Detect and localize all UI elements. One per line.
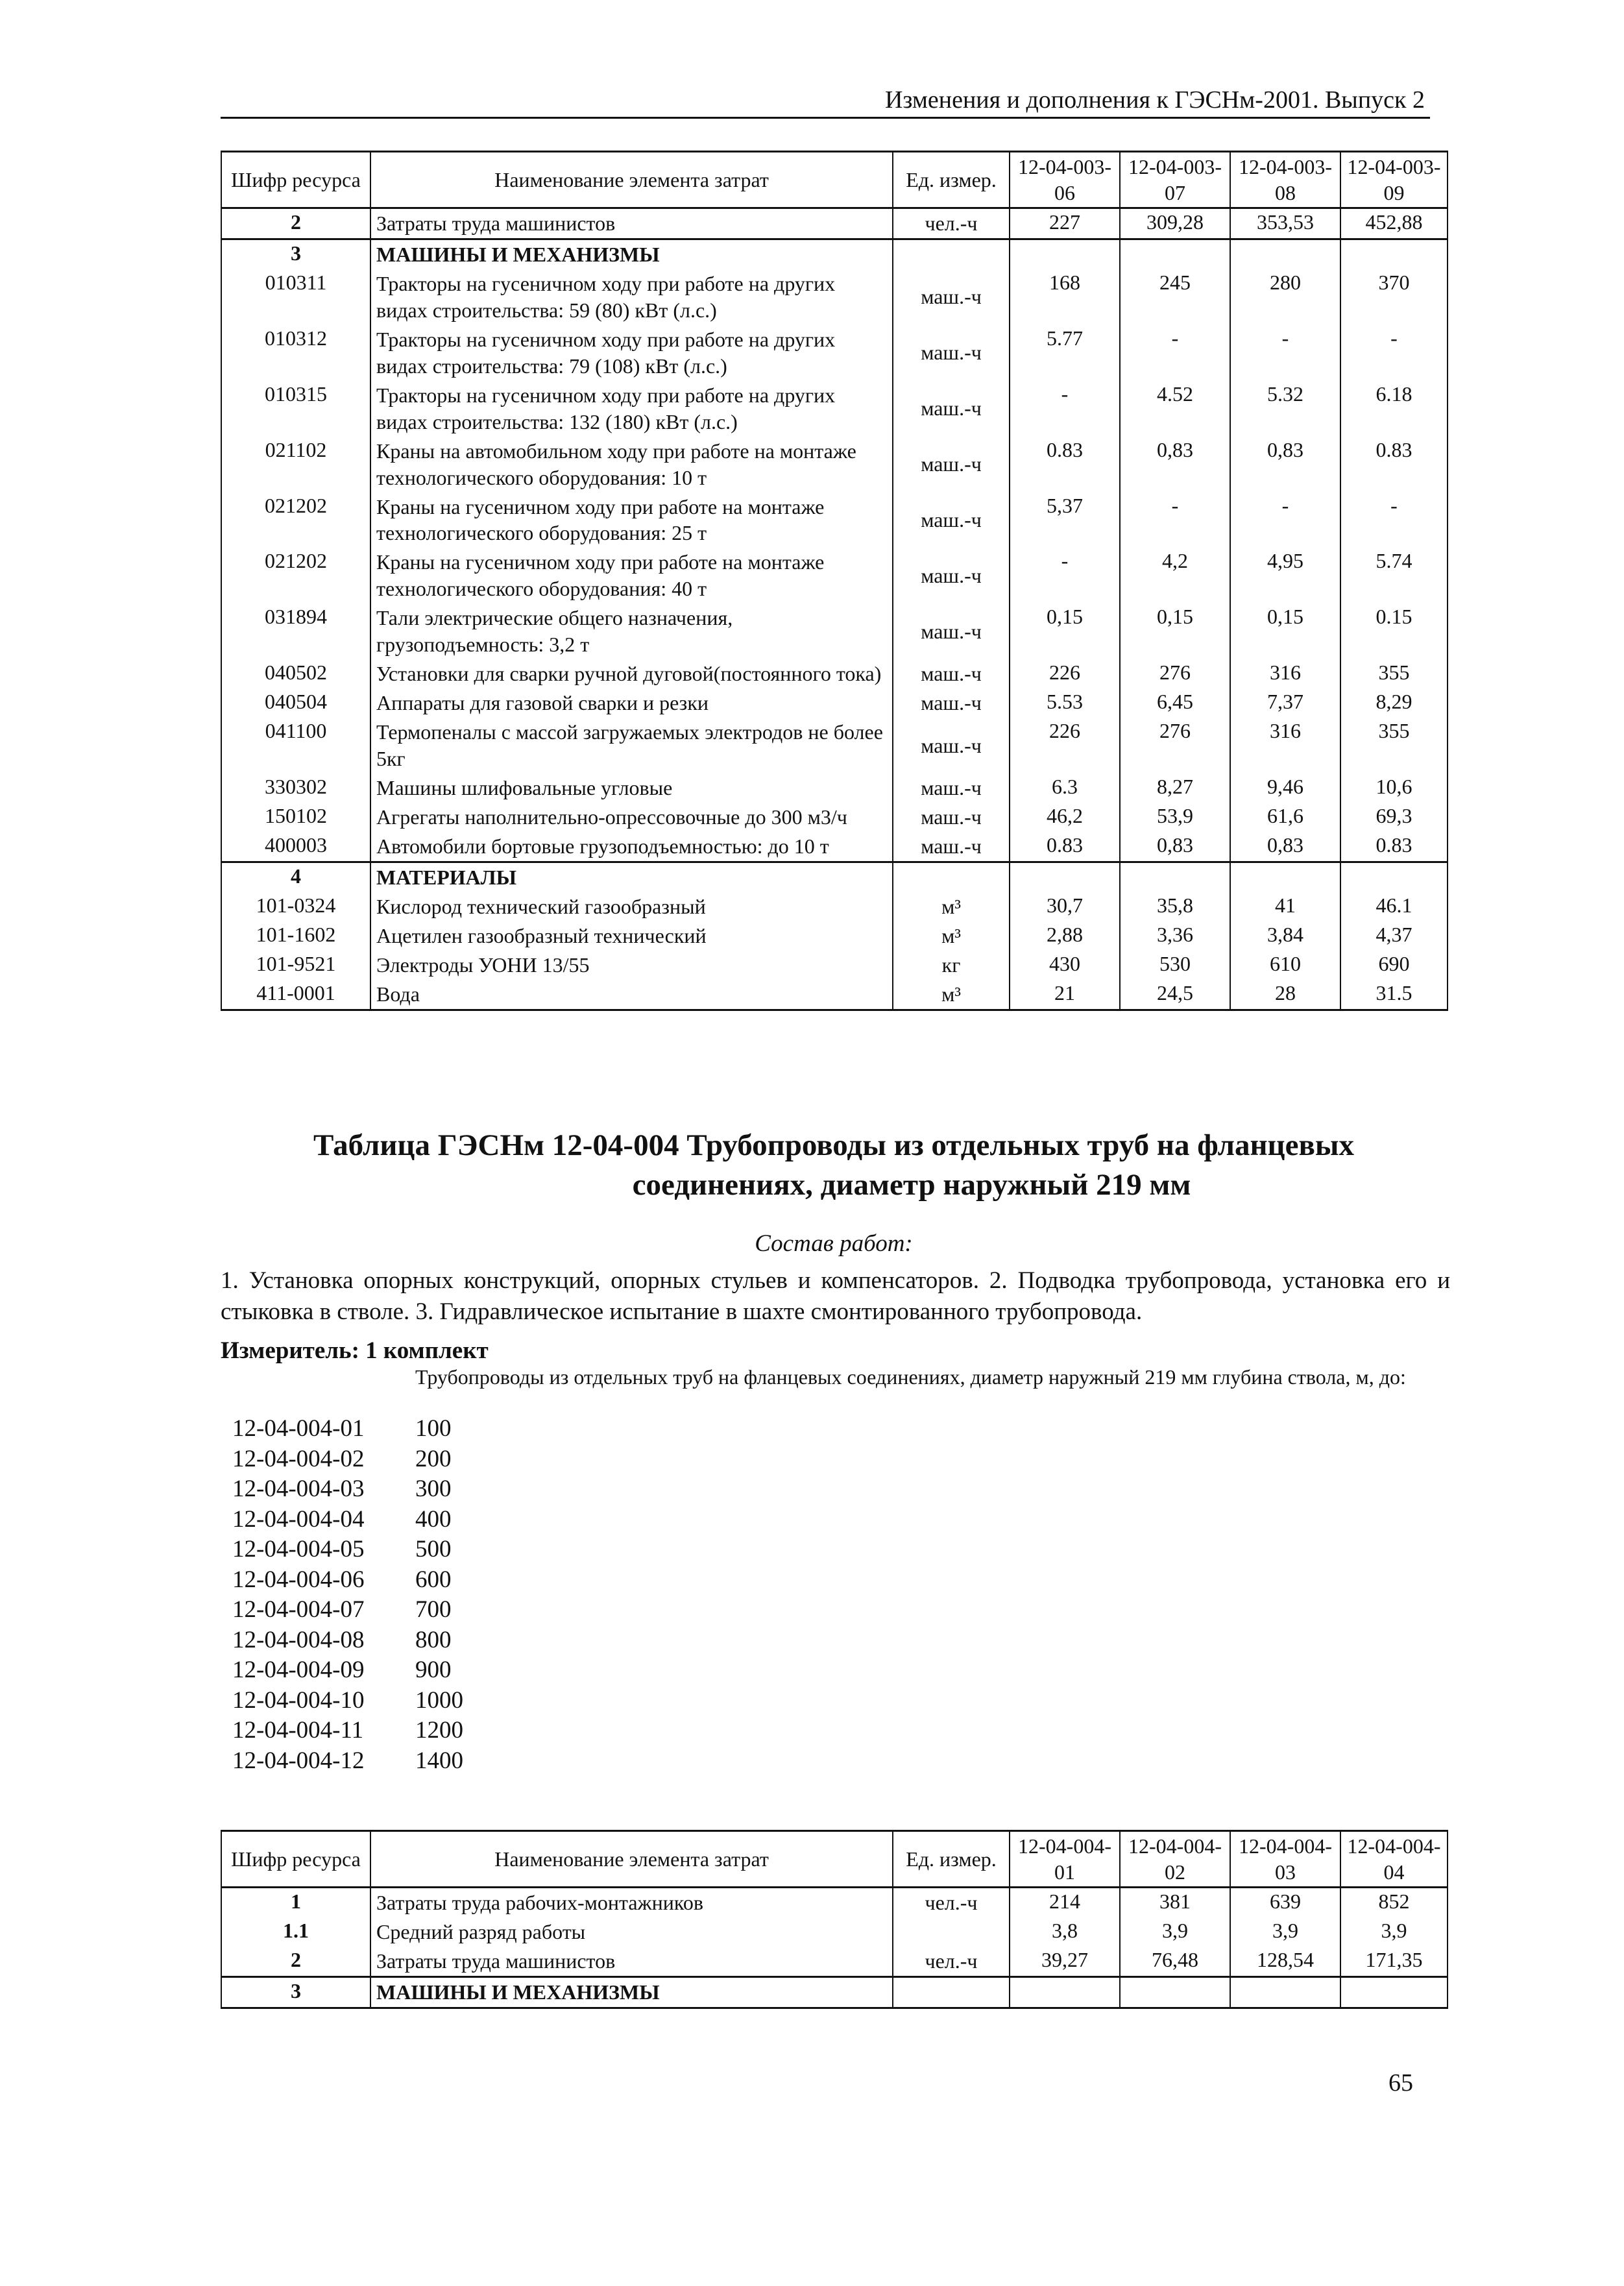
value-cell (1120, 239, 1230, 269)
cost-element-name: Краны на гусеничном ходу при работе на монтаже технологического оборудования: 25 т (370, 492, 893, 548)
resource-code: 411-0001 (221, 980, 370, 1010)
depth-value: 100 (415, 1415, 452, 1442)
composition-heading: Состав работ: (755, 1230, 913, 1257)
value-cell: 30,7 (1010, 892, 1120, 921)
value-cell: 3,9 (1340, 1917, 1448, 1947)
value-cell (1120, 1976, 1230, 2008)
value-cell: 381 (1120, 1888, 1230, 1917)
value-cell: 452,88 (1340, 208, 1448, 239)
value-cell: 21 (1010, 980, 1120, 1010)
norm-code: 12-04-004-10 (232, 1686, 365, 1714)
unit-cell: чел.-ч (893, 208, 1010, 239)
value-cell (1230, 862, 1340, 892)
resource-code: 400003 (221, 832, 370, 862)
table-title-line1: Таблица ГЭСНм 12-04-004 Трубопроводы из отдельных труб на фланцевых (313, 1128, 1355, 1162)
value-cell: 0,15 (1010, 603, 1120, 659)
resource-code: 010311 (221, 269, 370, 325)
value-cell: 245 (1120, 269, 1230, 325)
table-row (221, 1976, 1448, 2008)
value-cell: 316 (1230, 718, 1340, 773)
value-cell: 276 (1120, 659, 1230, 688)
norm-code: 12-04-004-04 (232, 1505, 365, 1533)
resource-code: 101-9521 (221, 951, 370, 980)
value-cell: 5.74 (1340, 548, 1448, 603)
value-cell: 852 (1340, 1888, 1448, 1917)
value-cell: 0,83 (1230, 437, 1340, 492)
table-row (221, 548, 1448, 603)
unit-cell: маш.-ч (893, 437, 1010, 492)
value-cell: 76,48 (1120, 1947, 1230, 1976)
resource-code: 2 (221, 1947, 370, 1976)
value-cell: 4,95 (1230, 548, 1340, 603)
header-unit: Ед. измер. (893, 1831, 1010, 1888)
value-cell (1010, 1976, 1120, 2008)
value-cell: 5.32 (1230, 381, 1340, 437)
meter-label: Измеритель: 1 комплект (221, 1337, 489, 1364)
norm-code: 12-04-004-03 (232, 1476, 365, 1502)
unit-cell: чел.-ч (893, 1888, 1010, 1917)
norm-code: 12-04-004-05 (232, 1536, 365, 1563)
header-name: Наименование элемента затрат (370, 152, 893, 208)
resource-code: 3 (221, 1976, 370, 2008)
table-row (221, 437, 1448, 492)
cost-element-name: Ацетилен газообразный технический (370, 921, 893, 951)
value-cell: 168 (1010, 269, 1120, 325)
value-cell: 4.52 (1120, 381, 1230, 437)
table-row (221, 1917, 1448, 1947)
norm-code: 12-04-004-07 (232, 1596, 365, 1623)
value-cell: 226 (1010, 659, 1120, 688)
value-cell: 8,27 (1120, 773, 1230, 803)
value-cell: 3,8 (1010, 1917, 1120, 1947)
table-row (221, 1888, 1448, 1917)
unit-cell: кг (893, 951, 1010, 980)
code-list (232, 1415, 463, 1777)
value-cell: 6,45 (1120, 688, 1230, 718)
list-item (232, 1626, 463, 1657)
value-cell: 226 (1010, 718, 1120, 773)
value-cell: 0.83 (1010, 832, 1120, 862)
table-row (221, 381, 1448, 437)
value-cell: 280 (1230, 269, 1340, 325)
resource-code: 021202 (221, 548, 370, 603)
value-cell: 639 (1230, 1888, 1340, 1917)
cost-element-name: Затраты труда машинистов (370, 1947, 893, 1976)
header-name: Наименование элемента затрат (370, 1831, 893, 1888)
cost-element-name: МАШИНЫ И МЕХАНИЗМЫ (370, 1976, 893, 2008)
value-cell: 690 (1340, 951, 1448, 980)
list-item (232, 1535, 463, 1566)
table-row (221, 892, 1448, 921)
list-item (232, 1686, 463, 1717)
depth-value: 500 (415, 1536, 452, 1563)
value-cell: 3,9 (1230, 1917, 1340, 1947)
table-row (221, 773, 1448, 803)
value-cell: 8,29 (1340, 688, 1448, 718)
value-cell: 4,2 (1120, 548, 1230, 603)
header-col: 12-04-003-09 (1340, 152, 1448, 208)
value-cell: - (1120, 492, 1230, 548)
value-cell: 46.1 (1340, 892, 1448, 921)
resource-code: 1 (221, 1888, 370, 1917)
value-cell: 0.15 (1340, 603, 1448, 659)
resource-table-004 (221, 1830, 1448, 2009)
cost-element-name: Машины шлифовальные угловые (370, 773, 893, 803)
cost-element-name: Тали электрические общего назначения, грузоподъемность: 3,2 т (370, 603, 893, 659)
list-item (232, 1505, 463, 1536)
value-cell: 9,46 (1230, 773, 1340, 803)
cost-element-name: Тракторы на гусеничном ходу при работе на других видах строительства: 79 (108) кВт (л.с.) (370, 325, 893, 381)
list-item (232, 1566, 463, 1596)
value-cell: 24,5 (1120, 980, 1230, 1010)
resource-code: 1.1 (221, 1917, 370, 1947)
table-row (221, 951, 1448, 980)
depth-value: 400 (415, 1505, 452, 1533)
norm-code: 12-04-004-02 (232, 1445, 365, 1472)
value-cell: 46,2 (1010, 803, 1120, 832)
table-row (221, 980, 1448, 1010)
cost-element-name: Затраты труда рабочих-монтажников (370, 1888, 893, 1917)
resource-code: 041100 (221, 718, 370, 773)
depth-value: 200 (415, 1445, 452, 1472)
value-cell: 4,37 (1340, 921, 1448, 951)
value-cell (1010, 862, 1120, 892)
list-item (232, 1445, 463, 1476)
resource-code: 021202 (221, 492, 370, 548)
value-cell: 309,28 (1120, 208, 1230, 239)
value-cell: 61,6 (1230, 803, 1340, 832)
depth-value: 600 (415, 1566, 452, 1593)
unit-cell (893, 862, 1010, 892)
value-cell: - (1340, 325, 1448, 381)
cost-element-name: Краны на автомобильном ходу при работе на монтаже технологического оборудования: 10 т (370, 437, 893, 492)
table-row (221, 921, 1448, 951)
header-col: 12-04-004-01 (1010, 1831, 1120, 1888)
value-cell: 6.3 (1010, 773, 1120, 803)
header-code: Шифр ресурса (221, 1831, 370, 1888)
header-col: 12-04-003-07 (1120, 152, 1230, 208)
list-item (232, 1656, 463, 1686)
unit-cell (893, 1917, 1010, 1947)
value-cell: 28 (1230, 980, 1340, 1010)
value-cell (1340, 862, 1448, 892)
table-title-line2: соединениях, диаметр наружный 219 мм (632, 1168, 1191, 1202)
value-cell: 5.77 (1010, 325, 1120, 381)
value-cell: 171,35 (1340, 1947, 1448, 1976)
unit-cell: маш.-ч (893, 381, 1010, 437)
resource-code: 010315 (221, 381, 370, 437)
value-cell: 355 (1340, 718, 1448, 773)
cost-element-name: Аппараты для газовой сварки и резки (370, 688, 893, 718)
cost-element-name: Автомобили бортовые грузоподъемностью: до 10 т (370, 832, 893, 862)
depth-value: 1000 (415, 1686, 463, 1714)
resource-code: 021102 (221, 437, 370, 492)
resource-code: 101-0324 (221, 892, 370, 921)
value-cell (1120, 862, 1230, 892)
value-cell (1010, 239, 1120, 269)
value-cell: 0.83 (1340, 437, 1448, 492)
page-number: 65 (1388, 2069, 1413, 2097)
cost-element-name: МАШИНЫ И МЕХАНИЗМЫ (370, 239, 893, 269)
header-col: 12-04-004-03 (1230, 1831, 1340, 1888)
cost-element-name: Кислород технический газообразный (370, 892, 893, 921)
value-cell: 7,37 (1230, 688, 1340, 718)
value-cell: 610 (1230, 951, 1340, 980)
list-item (232, 1475, 463, 1505)
unit-cell: маш.-ч (893, 325, 1010, 381)
unit-cell: маш.-ч (893, 688, 1010, 718)
value-cell: 3,84 (1230, 921, 1340, 951)
norm-code: 12-04-004-12 (232, 1747, 365, 1774)
composition-text: 1. Установка опорных конструкций, опорных стульев и компенсаторов. 2. Подводка трубопровода, установка его и стыковка в стволе. 3. Гидравлическое испытание в шахте смонтированного трубопровода. (221, 1267, 1450, 1326)
resource-code: 040504 (221, 688, 370, 718)
value-cell: - (1230, 492, 1340, 548)
depth-value: 1200 (415, 1717, 463, 1744)
table-row (221, 659, 1448, 688)
norm-code: 12-04-004-01 (232, 1415, 365, 1442)
value-cell: 10,6 (1340, 773, 1448, 803)
table-row (221, 208, 1448, 239)
cost-element-name: Вода (370, 980, 893, 1010)
table-row (221, 325, 1448, 381)
resource-code: 4 (221, 862, 370, 892)
cost-element-name: Тракторы на гусеничном ходу при работе на других видах строительства: 59 (80) кВт (л.с.) (370, 269, 893, 325)
table-row (221, 492, 1448, 548)
unit-cell: маш.-ч (893, 803, 1010, 832)
value-cell: 0,15 (1230, 603, 1340, 659)
unit-cell: чел.-ч (893, 1947, 1010, 1976)
depth-value: 1400 (415, 1747, 463, 1774)
depth-value: 700 (415, 1596, 452, 1623)
cost-element-name: МАТЕРИАЛЫ (370, 862, 893, 892)
table-row (221, 862, 1448, 892)
list-item (232, 1747, 463, 1777)
cost-element-name: Электроды УОНИ 13/55 (370, 951, 893, 980)
header-col: 12-04-004-02 (1120, 1831, 1230, 1888)
unit-cell (893, 239, 1010, 269)
value-cell (1340, 239, 1448, 269)
value-cell: 53,9 (1120, 803, 1230, 832)
norm-code: 12-04-004-09 (232, 1657, 365, 1683)
value-cell: - (1010, 381, 1120, 437)
value-cell: 353,53 (1230, 208, 1340, 239)
depth-value: 300 (415, 1476, 452, 1502)
header-col: 12-04-003-06 (1010, 152, 1120, 208)
unit-cell: маш.-ч (893, 832, 1010, 862)
unit-cell: м³ (893, 980, 1010, 1010)
page-header: Изменения и дополнения к ГЭСНм-2001. Выпуск 2 (221, 86, 1430, 119)
table-title (221, 1126, 1447, 1205)
unit-cell (893, 1976, 1010, 2008)
value-cell (1230, 239, 1340, 269)
header-col: 12-04-003-08 (1230, 152, 1340, 208)
value-cell: - (1230, 325, 1340, 381)
table-row (221, 603, 1448, 659)
table-row (221, 803, 1448, 832)
list-item (232, 1415, 463, 1445)
unit-cell: маш.-ч (893, 548, 1010, 603)
unit-cell: м³ (893, 892, 1010, 921)
table-row (221, 832, 1448, 862)
value-cell: 227 (1010, 208, 1120, 239)
value-cell: 276 (1120, 718, 1230, 773)
resource-code: 010312 (221, 325, 370, 381)
value-cell: - (1340, 492, 1448, 548)
resource-code: 2 (221, 208, 370, 239)
unit-cell: маш.-ч (893, 492, 1010, 548)
value-cell: 0.83 (1010, 437, 1120, 492)
cost-element-name: Тракторы на гусеничном ходу при работе на других видах строительства: 132 (180) кВт (л.с.) (370, 381, 893, 437)
value-cell: 6.18 (1340, 381, 1448, 437)
value-cell: 0,15 (1120, 603, 1230, 659)
value-cell: 430 (1010, 951, 1120, 980)
depth-value: 900 (415, 1657, 452, 1683)
cost-element-name: Агрегаты наполнительно-опрессовочные до 300 м3/ч (370, 803, 893, 832)
header-code: Шифр ресурса (221, 152, 370, 208)
value-cell: 128,54 (1230, 1947, 1340, 1976)
value-cell: 530 (1120, 951, 1230, 980)
meter-description: Трубопроводы из отдельных труб на фланцевых соединениях, диаметр наружный 219 мм глубина ствола, м, до: (415, 1365, 1406, 1389)
resource-table-003 (221, 151, 1448, 1011)
resource-code: 3 (221, 239, 370, 269)
cost-element-name: Термопеналы с массой загружаемых электродов не более 5кг (370, 718, 893, 773)
header-unit: Ед. измер. (893, 152, 1010, 208)
resource-code: 040502 (221, 659, 370, 688)
norm-code: 12-04-004-08 (232, 1626, 365, 1653)
resource-code: 031894 (221, 603, 370, 659)
resource-code: 330302 (221, 773, 370, 803)
value-cell: 355 (1340, 659, 1448, 688)
norm-code: 12-04-004-11 (232, 1717, 364, 1744)
value-cell: 41 (1230, 892, 1340, 921)
unit-cell: маш.-ч (893, 718, 1010, 773)
resource-code: 101-1602 (221, 921, 370, 951)
value-cell: 2,88 (1010, 921, 1120, 951)
header-col: 12-04-004-04 (1340, 1831, 1448, 1888)
depth-value: 800 (415, 1626, 452, 1653)
value-cell (1230, 1976, 1340, 2008)
table-row (221, 239, 1448, 269)
resource-code: 150102 (221, 803, 370, 832)
table-row (221, 688, 1448, 718)
cost-element-name: Затраты труда машинистов (370, 208, 893, 239)
value-cell: 3,36 (1120, 921, 1230, 951)
value-cell: 0,83 (1120, 832, 1230, 862)
cost-element-name: Краны на гусеничном ходу при работе на монтаже технологического оборудования: 40 т (370, 548, 893, 603)
cost-element-name: Средний разряд работы (370, 1917, 893, 1947)
table-row (221, 269, 1448, 325)
cost-element-name: Установки для сварки ручной дуговой(постоянного тока) (370, 659, 893, 688)
norm-code: 12-04-004-06 (232, 1566, 365, 1593)
value-cell: 35,8 (1120, 892, 1230, 921)
value-cell (1340, 1976, 1448, 2008)
table-row (221, 1947, 1448, 1976)
list-item (232, 1596, 463, 1626)
unit-cell: маш.-ч (893, 603, 1010, 659)
value-cell: 39,27 (1010, 1947, 1120, 1976)
value-cell: 316 (1230, 659, 1340, 688)
value-cell: 0,83 (1230, 832, 1340, 862)
value-cell: 214 (1010, 1888, 1120, 1917)
table-row (221, 718, 1448, 773)
value-cell: 31.5 (1340, 980, 1448, 1010)
unit-cell: маш.-ч (893, 659, 1010, 688)
value-cell: 69,3 (1340, 803, 1448, 832)
value-cell: 0.83 (1340, 832, 1448, 862)
unit-cell: маш.-ч (893, 773, 1010, 803)
value-cell: - (1010, 548, 1120, 603)
value-cell: 5.53 (1010, 688, 1120, 718)
value-cell: 5,37 (1010, 492, 1120, 548)
list-item (232, 1716, 463, 1747)
unit-cell: маш.-ч (893, 269, 1010, 325)
value-cell: 3,9 (1120, 1917, 1230, 1947)
unit-cell: м³ (893, 921, 1010, 951)
value-cell: 370 (1340, 269, 1448, 325)
value-cell: 0,83 (1120, 437, 1230, 492)
value-cell: - (1120, 325, 1230, 381)
